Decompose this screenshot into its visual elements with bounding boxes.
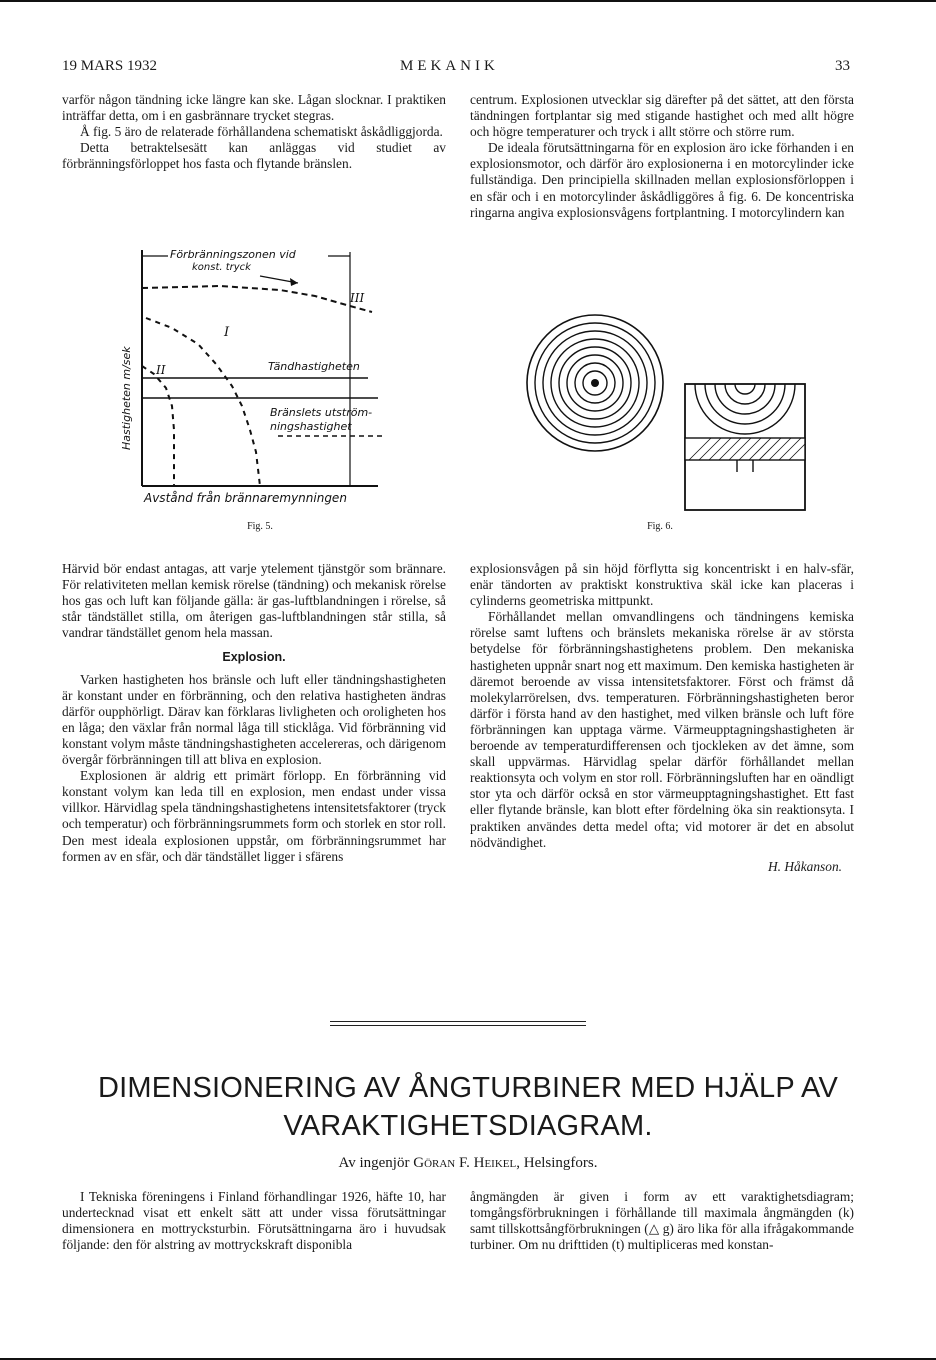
paragraph: Å fig. 5 äro de relaterade förhållandena schematiskt åskådliggjorda. (80, 124, 443, 140)
curve-II-label: II (156, 363, 166, 377)
paragraph: ångmängden är given i form av ett varaktighetsdiagram; tomgångsförbrukningen i förhållande till maximala ångmängden (k) samt tillskottsångförbrukningen (△ g) äro lika för alla ifrågakommande turbiner. Om nu drifttiden (t) multipliceras med konstan- (470, 1189, 854, 1253)
paragraph: Detta betraktelsesätt kan anläggas vid studiet av förbränningsförloppet hos fasta och flytande bränslen. (62, 140, 446, 172)
issue-date: 19 MARS 1932 (62, 58, 158, 74)
paragraph: explosionsvågen på sin höjd förflytta sig koncentriskt i en halv-sfär, enär tändorten av praktiskt konstruktiva skäl icke kan placeras i cylinderns geometriska mittpunkt. (470, 561, 854, 609)
curve-III-label: III (350, 291, 365, 305)
byline-location: , Helsingfors. (516, 1155, 598, 1171)
right-column-bottom (470, 561, 854, 875)
article-right-column (470, 1189, 854, 1253)
separator-rule (330, 1021, 586, 1022)
x-axis-label: Avstånd från brännaremynningen (144, 491, 347, 505)
article-byline (0, 1155, 936, 1172)
figure-5-diagram (110, 240, 410, 515)
paragraph: I Tekniska föreningens i Finland förhandlingar 1926, häfte 10, har undertecknad visat ett enkelt sätt att under vissa förutsättningar dimensionera en mottrycksturbin. Förutsättningarna äro i huvudsak följande: den för alstring av mottryckskraft disponibla (62, 1189, 446, 1253)
page-number: 33 (835, 58, 850, 74)
figure-6-diagram (515, 310, 815, 515)
sphere-rings (527, 315, 663, 451)
y-axis-label: Hastigheten m/sek (120, 346, 133, 450)
curve-II (142, 366, 174, 486)
fig5-top-label-1: Förbränningszonen vid (170, 248, 296, 261)
paragraph: Härvid bör endast antagas, att varje ytelement tjänstgör som brännare. För relativiteten mellan kemisk rörelse (tändning) och mekanisk rörelse hos gas och luft kan följande gälla: är gas-luftblandningen i rörelse, så står tändstället stilla, om återigen gas-luftblandningen står stilla, så vandrar tändstället genom hela massan. (62, 561, 446, 641)
top-edge (0, 0, 936, 2)
left-column-bottom (62, 561, 446, 865)
journal-title: MEKANIK (400, 58, 499, 74)
bransle-label-1: Bränslets utström- (270, 406, 373, 419)
article-title-line-2: VARAKTIGHETSDIAGRAM. (283, 1110, 653, 1142)
subheading-explosion: Explosion. (222, 650, 286, 665)
curve-I-label: I (224, 325, 230, 340)
bransle-label-2: ningshastighet (270, 420, 352, 433)
paragraph: Varken hastigheten hos bränsle och luft eller tändningshastigheten är konstant under en förbränning, och den relativa hastigheten ändras därför oupphörligt. Därav kan förklaras livligheten och oroligheten hos en låga; den växlar från normal låga till sticklåga. Vid förbränning vid konstant volym måste tändningshastigheten accelereras, och därigenom övergår förbränningen till att bliva en explosion. (62, 671, 446, 768)
cylinder (685, 384, 805, 510)
figure-5-caption: Fig. 5. (247, 521, 273, 532)
fig5-top-label-2: konst. tryck (192, 262, 251, 273)
curve-III (142, 286, 372, 312)
paragraph: Förhållandet mellan omvandlingens och tändningens kemiska rörelse samt luftens och bränslets mekaniska rörelse är av största betydelse för förbränningshastighetens problem. Den mekaniska hastigheten uppnår snart nog ett maximum. Den kemiska hastigheten är däremot beroende av vissa intensitetsfaktorer. Först och främst då molekylarrörelsen, dvs. temperaturen. Förbränningshastigheten beror därför i första hand av den hastighet, med vilken bränsle och luft före förbränningen kan upptaga värme. Värmeupptagningshastigheten är beroende av temperaturdifferensen och tjockleken av det ämne, som skall uppvärmas. Härvidlag spelar därför förhållandet mellan reaktionsyta och volym en stor roll. Förbränningsluften har en oändligt stor yta och därför också en stor värmeupptagningshastighet. Ett fast eller flytande bränsle, kan blott efter fördelning öka sin reaktionsyta. I praktiken användes detta medel ofta; vid motorer är det en absolut nödvändighet. (470, 609, 854, 850)
article-title-line-1: DIMENSIONERING AV ÅNGTURBINER MED HJÄLP AV (98, 1072, 838, 1104)
byline-author: Göran F. Heikel (413, 1155, 517, 1171)
separator-rule (330, 1025, 586, 1026)
right-column-top (470, 92, 854, 221)
left-column-top (62, 92, 446, 172)
curve-I (146, 318, 260, 486)
figure-6-caption: Fig. 6. (647, 521, 673, 532)
tandhastighet-label: Tändhastigheten (268, 360, 360, 373)
article-left-column (62, 1189, 446, 1253)
paragraph: De ideala förutsättningarna för en explosion äro icke förhanden i en explosionsmotor, och därför äro explosionerna i en motorcylinder icke fullständiga. Den principiella skillnaden mellan explosionsförloppen i en sfär och i en motorcylinder åskådliggöres å fig. 6. De koncentriska ringarna angiva explosionsvågens fortplantning. I motorcylindern kan (470, 140, 854, 220)
author-signature: H. Håkanson. (767, 858, 842, 874)
paragraph: centrum. Explosionen utvecklar sig därefter på det sättet, att den första tändningen fortplantar sig med stigande hastighet och med allt högre och högre temperaturer och tryck i allt större och större rum. (470, 92, 854, 140)
paragraph: varför någon tändning icke längre kan ske. Lågan slocknar. I praktiken inträffar detta, om i en gasbrännare trycket stegras. (62, 92, 446, 124)
byline-prefix: Av ingenjör (338, 1155, 410, 1171)
paragraph: Explosionen är aldrig ett primärt förlopp. En förbränning vid konstant volym kan leda till en explosion, men endast under vissa villkor. Härvidlag spela tändningshastighetens intensitetsfaktorer (tryck och temperatur) och förbränningsrummets form och storlek en stor roll. Den mest ideala explosionen uppstår, om förbränningsrummet har formen av en sfär, och där tändstället ligger i sfärens (62, 768, 446, 864)
